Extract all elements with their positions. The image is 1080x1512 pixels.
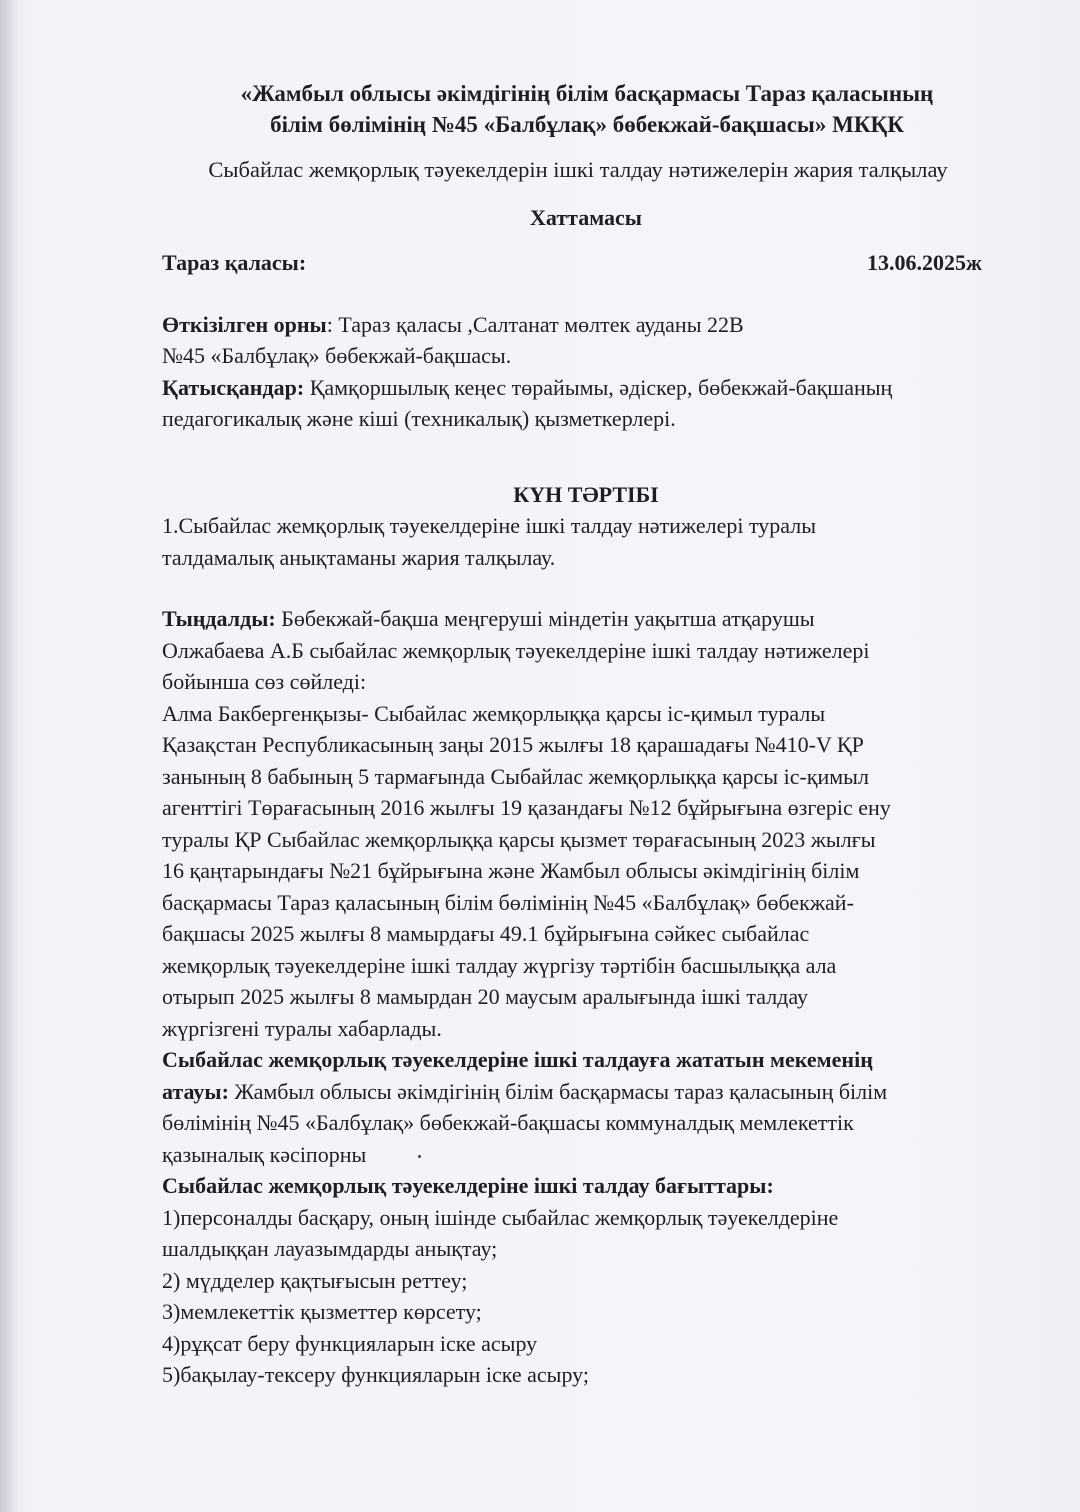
document-title: Хаттамасы [530, 204, 642, 230]
heard-label: Тыңдалды: [162, 606, 276, 631]
heard-line-13: отырып 2025 жылғы 8 мамырдан 20 маусым аралығында ішкі талдау [162, 984, 809, 1009]
heard-text-1: Бөбекжай-бақша меңгеруші міндетін уақытша атқарушы [275, 606, 815, 631]
agenda-item-1-line-1: 1.Сыбайлас жемқорлық тәуекелдеріне ішкі талдау нәтижелері туралы [162, 513, 816, 538]
institution-text-3: қазыналық кәсіпорны [162, 1141, 367, 1167]
institution-label-line-2: атауы: [162, 1078, 229, 1104]
heard-section [162, 603, 1010, 1044]
agenda-item-1 [162, 510, 1010, 573]
org-title-line-2: білім бөлімінің №45 «Балбұлақ» бөбекжай-бақшасы» МКҚК [270, 112, 904, 137]
heard-line-10: басқармасы Тараз қаласының білім бөлімінің №45 «Балбұлақ» бөбекжай- [162, 889, 854, 915]
place-date-row [162, 247, 982, 279]
heard-line-8: туралы ҚР Сыбайлас жемқорлыққа қарсы қызмет төрағасының 2023 жылғы [162, 826, 876, 852]
direction-item-4: 4)рұқсат беру функцияларын іске асыру [162, 1330, 538, 1356]
heard-line-4: Алма Бакбергенқызы- Сыбайлас жемқорлыққа қарсы іс-қимыл туралы [162, 700, 826, 726]
institution-section [162, 1044, 1010, 1170]
heard-line-2: Олжабаева А.Б сыбайлас жемқорлық тәуекелдеріне ішкі талдау нәтижелері [162, 637, 870, 663]
document-body [162, 78, 1010, 1391]
document-date: 13.06.2025ж [867, 250, 982, 275]
venue-line-1 [162, 309, 1010, 341]
heard-line-3: бойынша сөз сөйледі: [162, 669, 367, 694]
organization-title [158, 78, 1016, 140]
participants-line-2: педагогикалық және кіші (техникалық) қызметкерлері. [162, 406, 676, 431]
spacer [162, 573, 1010, 603]
agenda-heading: КҮН ТӘРТІБІ [513, 481, 659, 507]
direction-item-1a: 1)персоналды басқару, оның ішінде сыбайлас жемқорлық тәуекелдеріне [162, 1204, 839, 1230]
institution-line-3: бөлімінің №45 «Балбұлақ» бөбекжай-бақшасы коммуналдық мемлекеттік [162, 1110, 854, 1135]
org-title-line-1: «Жамбыл облысы әкімдігінің білім басқармасы Тараз қаласының [240, 81, 934, 106]
participants-line-1 [162, 372, 1010, 404]
direction-item-1b: шалдыққан лауазымдарды анықтау; [162, 1236, 498, 1261]
agenda-item-1-line-2: талдамалық анықтаманы жария талқылау. [162, 544, 556, 570]
heard-line-9: 16 қаңтарындағы №21 бұйрығына және Жамбыл облысы әкімдігінің білім [162, 858, 860, 883]
heard-line-1 [162, 603, 1010, 635]
heard-line-14: жүргізгені туралы хабарлады. [162, 1015, 442, 1041]
direction-item-3: 3)мемлекеттік қызметтер көрсету; [162, 1299, 482, 1324]
venue-label: Өткізілген орны [162, 311, 327, 337]
scan-edge-shadow [0, 0, 18, 1512]
direction-item-2: 2) мүдделер қақтығысын реттеу; [162, 1267, 468, 1293]
heard-line-12: жемқорлық тәуекелдеріне ішкі талдау жүргізу тәртібін басшылыққа ала [162, 952, 837, 978]
heard-line-11: бақшасы 2025 жылғы 8 мамырдағы 49.1 бұйрығына сәйкес сыбайлас [162, 921, 810, 946]
institution-line-4 [162, 1139, 1010, 1171]
city-label: Тараз қаласы: [162, 250, 307, 275]
venue-line-2: №45 «Балбұлақ» бөбекжай-бақшасы. [162, 343, 512, 368]
heard-line-5: Қазақстан Республикасының заңы 2015 жылғы 18 қарашадағы №410-V ҚР [162, 732, 864, 757]
participants-text-1: Қамқоршылық кеңес төрайымы, әдіскер, бөбекжай-бақшаның [304, 374, 893, 400]
directions-section [162, 1170, 1010, 1391]
participants-label: Қатысқандар: [162, 374, 305, 400]
institution-label-line-1: Сыбайлас жемқорлық тәуекелдеріне ішкі талдауға жататын мекеменің [162, 1047, 873, 1072]
heard-line-6: занының 8 бабының 5 тармағында Сыбайлас жемқорлыққа қарсы іс-қимыл [162, 763, 869, 789]
directions-heading: Сыбайлас жемқорлық тәуекелдеріне ішкі талдау бағыттары: [162, 1173, 774, 1198]
meeting-info [162, 309, 1010, 435]
document-subtitle: Сыбайлас жемқорлық тәуекелдерін ішкі талдау нәтижелерін жария талқылау [208, 157, 948, 182]
scan-speck [418, 1155, 421, 1158]
institution-line-2 [162, 1076, 1010, 1108]
direction-item-5: 5)бақылау-тексеру функцияларын іске асыру; [162, 1362, 589, 1387]
institution-text-1: Жамбыл облысы әкімдігінің білім басқармасы тараз қаласының білім [228, 1078, 888, 1104]
heard-line-7: агенттігі Төрағасының 2016 жылғы 19 қазандағы №12 бұйрығына өзгеріс ену [162, 795, 891, 820]
venue-text-1: : Тараз қаласы ,Салтанат мөлтек ауданы 22В [326, 311, 744, 337]
